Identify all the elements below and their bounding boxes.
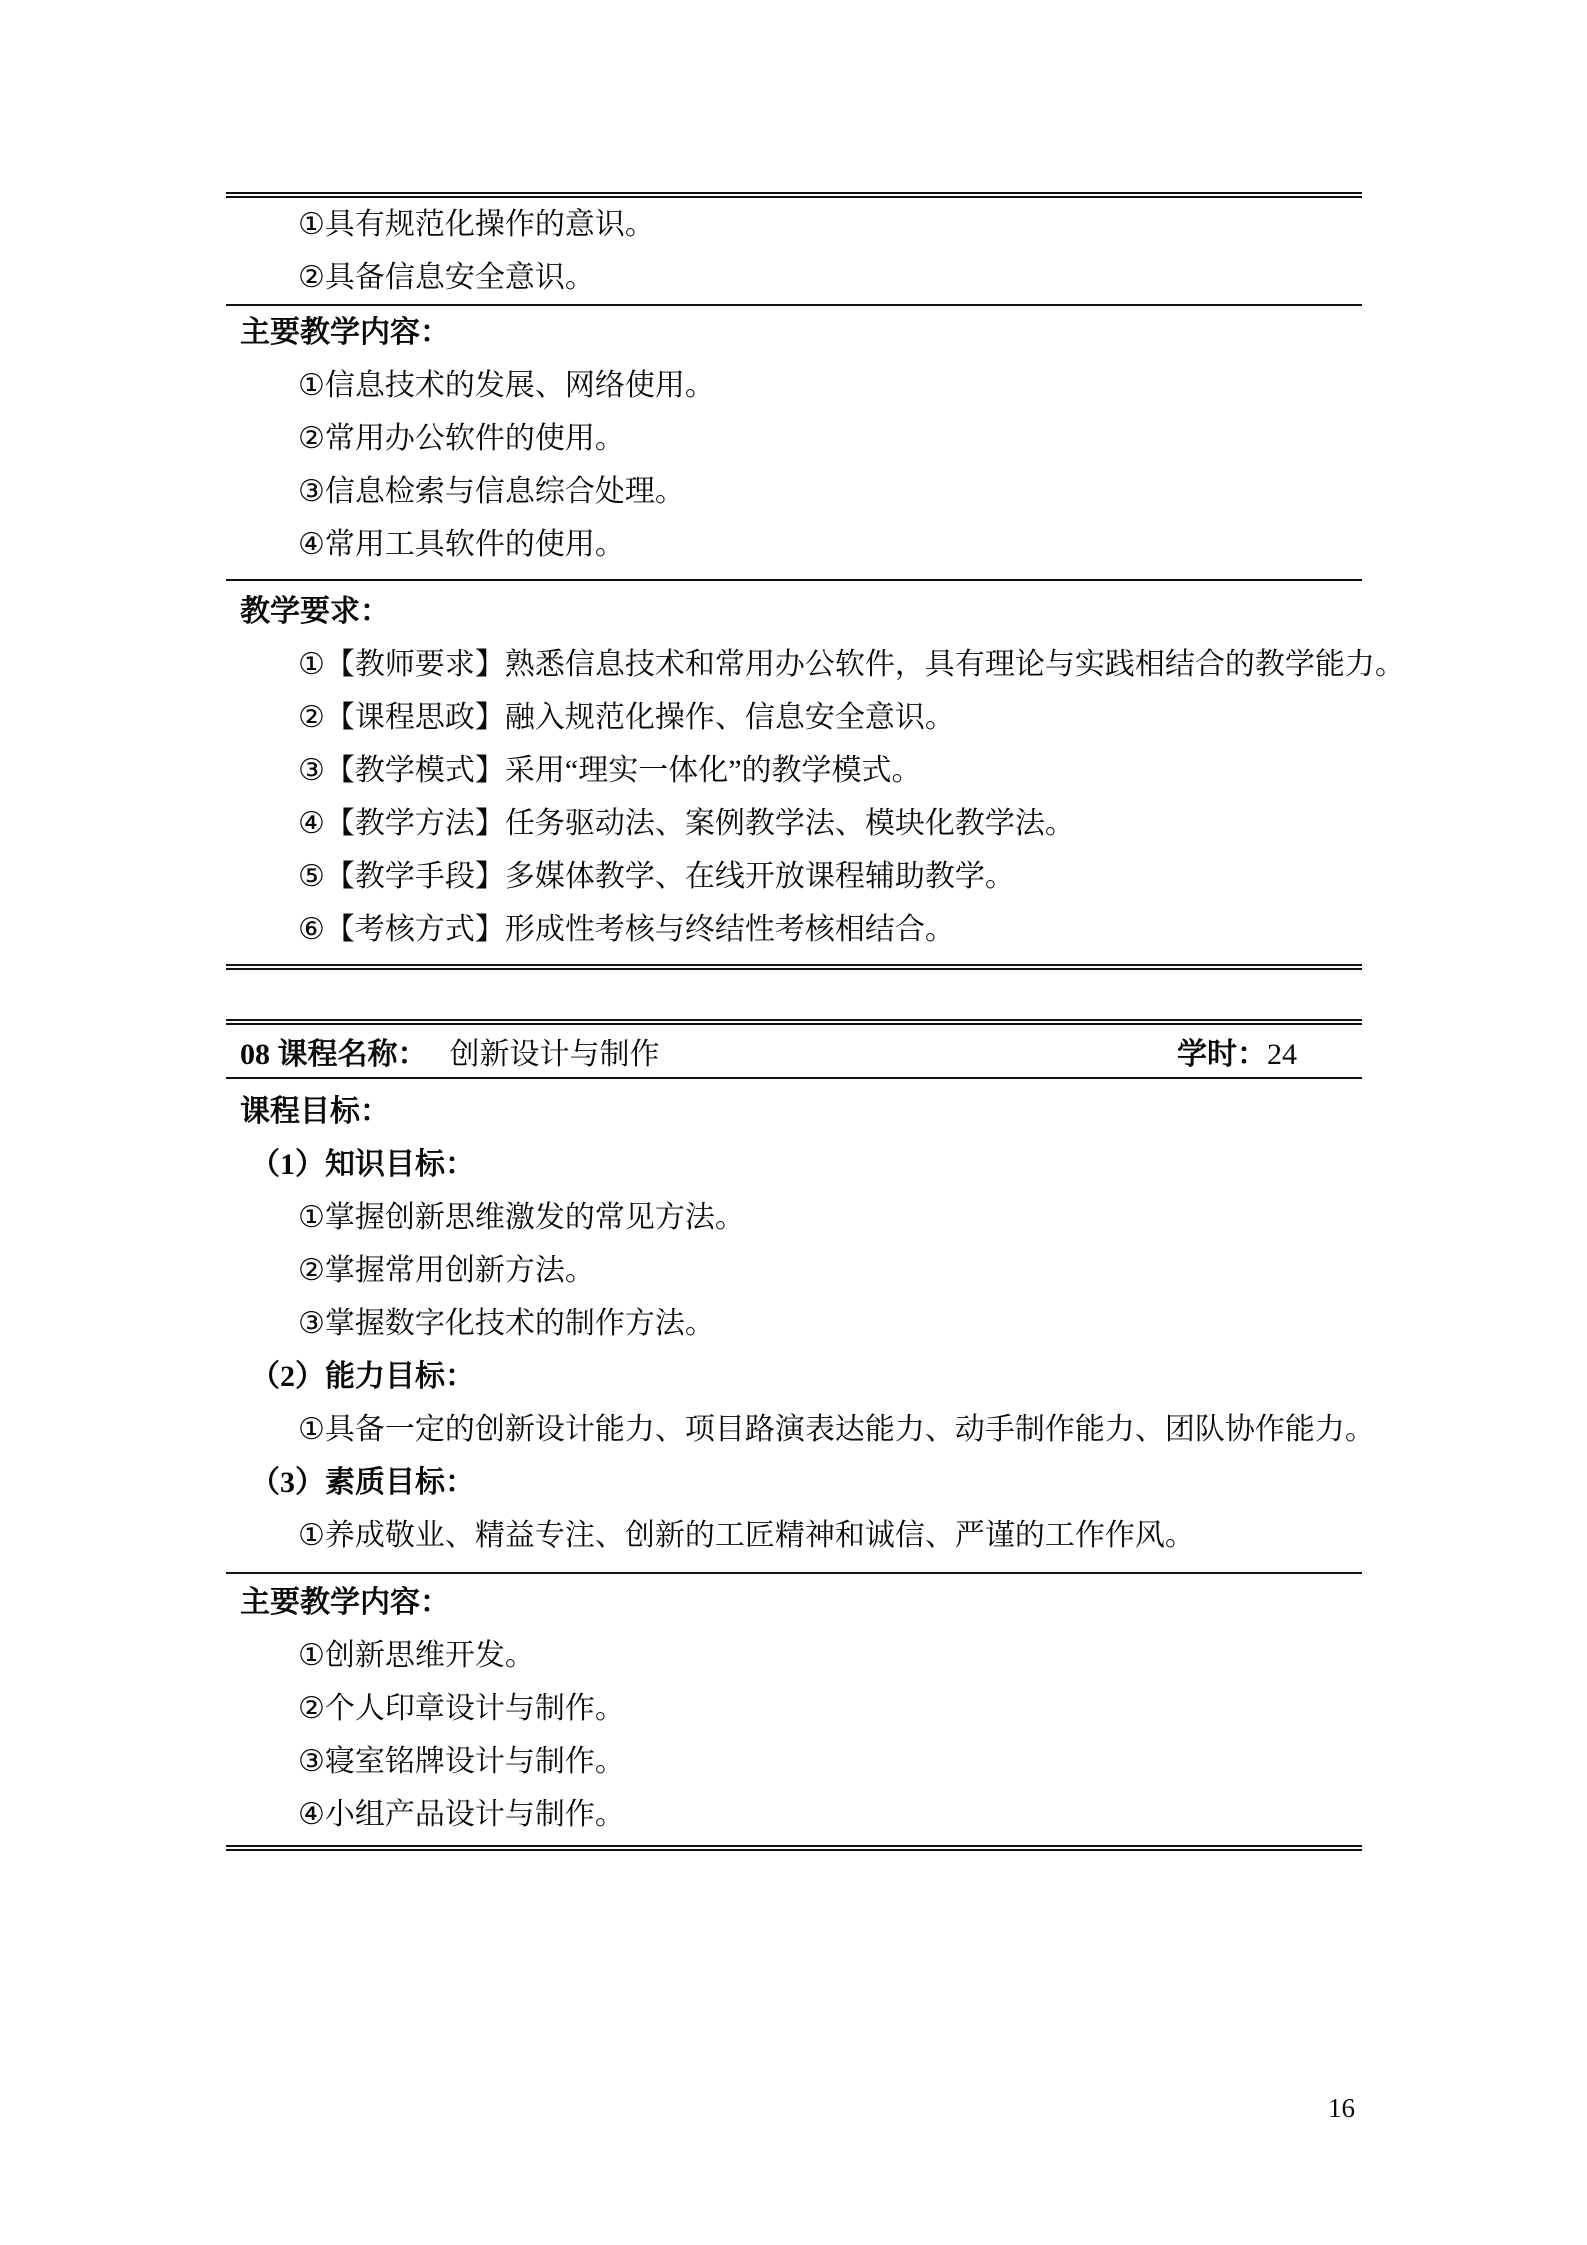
ability-goals-header: （2）能力目标： bbox=[250, 1360, 475, 1393]
document-content bbox=[226, 192, 1405, 1851]
course-08-table bbox=[226, 1019, 1375, 1851]
teaching-content-header: 主要教学内容： bbox=[240, 316, 450, 349]
teaching-content-item: ③寝室铭牌设计与制作。 bbox=[298, 1745, 625, 1778]
quality-goals-header: （3）素质目标： bbox=[250, 1466, 475, 1499]
course-08-teaching-content-cell bbox=[226, 1574, 1362, 1845]
teaching-content-item: ②个人印章设计与制作。 bbox=[298, 1692, 625, 1725]
course-title-row bbox=[226, 1025, 1362, 1077]
teaching-content-item: ③信息检索与信息综合处理。 bbox=[298, 475, 685, 508]
teaching-requirement-item: ②【课程思政】融入规范化操作、信息安全意识。 bbox=[298, 701, 955, 734]
teaching-requirement-item: ③【教学模式】采用“理实一体化”的教学模式。 bbox=[298, 754, 922, 787]
knowledge-goal-item: ②掌握常用创新方法。 bbox=[298, 1254, 595, 1287]
course-07-table bbox=[226, 192, 1405, 970]
teaching-requirements-header: 教学要求： bbox=[240, 595, 390, 628]
ability-goal-item: ①具备一定的创新设计能力、项目路演表达能力、动手制作能力、团队协作能力。 bbox=[298, 1413, 1375, 1446]
knowledge-goals-header: （1）知识目标： bbox=[250, 1148, 475, 1181]
course-07-teaching-requirements-cell bbox=[226, 581, 1405, 964]
teaching-requirement-item: ④【教学方法】任务驱动法、案例教学法、模块化教学法。 bbox=[298, 807, 1075, 840]
teaching-requirement-item: ⑤【教学手段】多媒体教学、在线开放课程辅助教学。 bbox=[298, 860, 1015, 893]
course-hours bbox=[1177, 1029, 1297, 1073]
course-08-goals-cell bbox=[226, 1079, 1375, 1572]
knowledge-goal-item: ③掌握数字化技术的制作方法。 bbox=[298, 1307, 715, 1340]
teaching-requirement-item: ①【教师要求】熟悉信息技术和常用办公软件，具有理论与实践相结合的教学能力。 bbox=[298, 648, 1405, 681]
hours-value: 24 bbox=[1267, 1038, 1297, 1071]
teaching-content-item: ④常用工具软件的使用。 bbox=[298, 528, 625, 561]
table-gap bbox=[226, 970, 1362, 1019]
teaching-content-item: ①创新思维开发。 bbox=[298, 1639, 535, 1672]
knowledge-goal-item: ①掌握创新思维激发的常见方法。 bbox=[298, 1201, 745, 1234]
table-bottom-double-border bbox=[226, 1845, 1362, 1851]
carryover-item: ②具备信息安全意识。 bbox=[298, 261, 595, 294]
teaching-content-header: 主要教学内容： bbox=[240, 1586, 450, 1619]
quality-goal-item: ①养成敬业、精益专注、创新的工匠精神和诚信、严谨的工作作风。 bbox=[298, 1519, 1195, 1552]
carryover-item: ①具有规范化操作的意识。 bbox=[298, 208, 655, 241]
course-07-carryover-cell bbox=[226, 198, 1362, 304]
course-number-label: 08 课程名称： bbox=[240, 1038, 428, 1071]
teaching-requirement-item: ⑥【考核方式】形成性考核与终结性考核相结合。 bbox=[298, 913, 955, 946]
teaching-content-item: ①信息技术的发展、网络使用。 bbox=[298, 369, 715, 402]
course-07-teaching-content-cell bbox=[226, 306, 1362, 579]
hours-label: 学时： bbox=[1177, 1038, 1267, 1071]
course-name: 创新设计与制作 bbox=[449, 1038, 660, 1071]
course-goals-header: 课程目标： bbox=[240, 1095, 390, 1128]
teaching-content-item: ②常用办公软件的使用。 bbox=[298, 422, 625, 455]
teaching-content-item: ④小组产品设计与制作。 bbox=[298, 1798, 625, 1831]
page-number: 16 bbox=[1328, 2093, 1355, 2123]
